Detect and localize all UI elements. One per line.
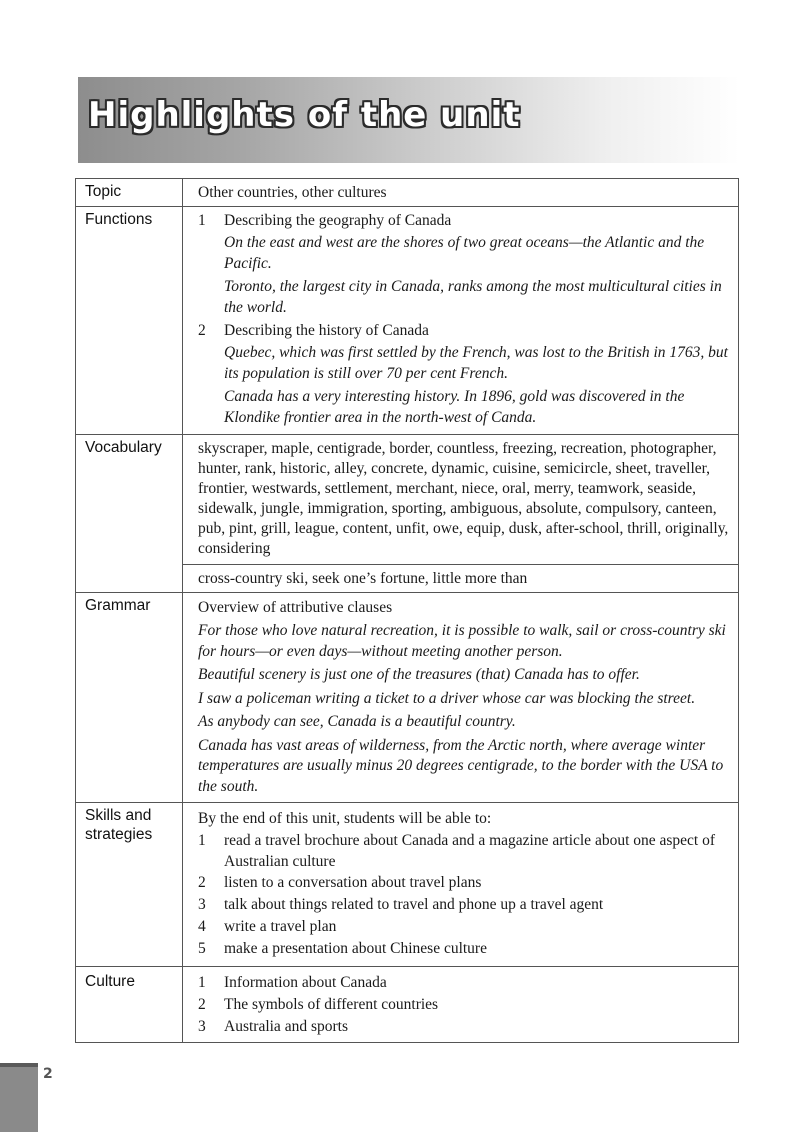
grammar-example: I saw a policeman writing a ticket to a driver whose car was blocking the street. — [198, 689, 696, 707]
culture-item — [198, 994, 738, 1016]
item-number: 1 — [198, 212, 206, 229]
skill-item — [198, 830, 738, 872]
functions-content — [183, 207, 739, 435]
item-number: 2 — [198, 996, 206, 1013]
example-sentence: Toronto, the largest city in Canada, ranks among the most multicultural cities in the world. — [224, 278, 722, 316]
item-text: make a presentation about Chinese culture — [224, 940, 487, 957]
grammar-row — [76, 593, 739, 803]
skills-label — [76, 803, 183, 967]
skill-item — [198, 938, 738, 960]
skills-label-line2: strategies — [85, 826, 153, 843]
item-number: 1 — [198, 832, 206, 849]
example-sentence: Canada has a very interesting history. In 1896, gold was discovered in the Klondike frontier area in the north-west of Canda. — [224, 388, 685, 426]
skill-item — [198, 894, 738, 916]
culture-item — [198, 1016, 738, 1038]
topic-text: Other countries, other cultures — [198, 184, 387, 201]
functions-label: Functions — [76, 207, 183, 435]
grammar-example: Beautiful scenery is just one of the treasures (that) Canada has to offer. — [198, 666, 640, 683]
example-sentence: Quebec, which was first settled by the French, was lost to the British in 1763, but its population is still over 70 per cent French. — [224, 344, 728, 382]
grammar-example: Canada has vast areas of wilderness, from the Arctic north, where average winter temperatures are usually minus 20 degrees centigrade, to the border with the USA to the south. — [198, 736, 724, 795]
highlights-table — [75, 178, 739, 1043]
grammar-example: For those who love natural recreation, it is possible to walk, sail or cross-country ski for hours—or even days—without meeting another person. — [198, 622, 726, 660]
culture-row — [76, 967, 739, 1043]
skill-item — [198, 872, 738, 894]
grammar-example: As anybody can see, Canada is a beautiful country. — [198, 713, 516, 730]
item-number: 3 — [198, 1018, 206, 1035]
page-corner-tab — [0, 1063, 38, 1132]
item-text: Australia and sports — [224, 1018, 348, 1035]
functions-row — [76, 207, 739, 435]
item-number: 4 — [198, 918, 206, 935]
page-title: Highlights of the unit — [88, 95, 521, 135]
culture-content — [183, 967, 739, 1043]
skills-row — [76, 803, 739, 967]
vocabulary-phrases: cross-country ski, seek one’s fortune, little more than — [198, 570, 528, 587]
grammar-label: Grammar — [76, 593, 183, 803]
item-text: Describing the history of Canada — [224, 322, 429, 339]
item-text: listen to a conversation about travel plans — [224, 874, 482, 891]
skills-content — [183, 803, 739, 967]
item-text: talk about things related to travel and phone up a travel agent — [224, 896, 604, 913]
item-number: 5 — [198, 940, 206, 957]
item-text: Information about Canada — [224, 974, 387, 991]
item-number: 2 — [198, 322, 206, 339]
function-item — [198, 210, 738, 231]
culture-label: Culture — [76, 967, 183, 1043]
skills-label-line1: Skills and — [85, 807, 152, 824]
topic-label: Topic — [76, 179, 183, 207]
item-text: Describing the geography of Canada — [224, 212, 452, 229]
item-number: 1 — [198, 974, 206, 991]
page-corner-tab-edge — [0, 1063, 38, 1067]
item-text: write a travel plan — [224, 918, 337, 935]
title-banner — [78, 77, 740, 163]
vocabulary-phrases-cell — [183, 565, 739, 593]
skills-intro: By the end of this unit, students will be able to: — [198, 810, 492, 827]
vocabulary-words: skyscraper, maple, centigrade, border, countless, freezing, recreation, photographer, hunter, rank, historic, alley, concrete, dynamic, cuisine, semicircle, sheet, traveller, frontier, westwards, settlement, merchant, niece, oral, merry, teamwork, seaside, sidewalk, jungle, immigration, sporting, ambiguous, absolute, compulsory, canteen, pub, pint, grill, league, content, unfit, owe, equip, dusk, after-school, thrill, originally, considering — [198, 440, 729, 557]
grammar-content — [183, 593, 739, 803]
grammar-heading: Overview of attributive clauses — [198, 599, 393, 616]
example-sentence: On the east and west are the shores of two great oceans—the Atlantic and the Pacific. — [224, 234, 705, 272]
item-text: The symbols of different countries — [224, 996, 439, 1013]
skill-item — [198, 916, 738, 938]
topic-content — [183, 179, 739, 207]
vocabulary-row — [76, 435, 739, 565]
item-number: 3 — [198, 896, 206, 913]
vocabulary-label: Vocabulary — [76, 435, 183, 593]
function-item — [198, 320, 738, 341]
topic-row — [76, 179, 739, 207]
page-number: 2 — [43, 1066, 53, 1082]
culture-item — [198, 972, 738, 994]
vocabulary-words-cell — [183, 435, 739, 565]
item-number: 2 — [198, 874, 206, 891]
item-text: read a travel brochure about Canada and a magazine article about one aspect of Australian culture — [224, 832, 716, 870]
